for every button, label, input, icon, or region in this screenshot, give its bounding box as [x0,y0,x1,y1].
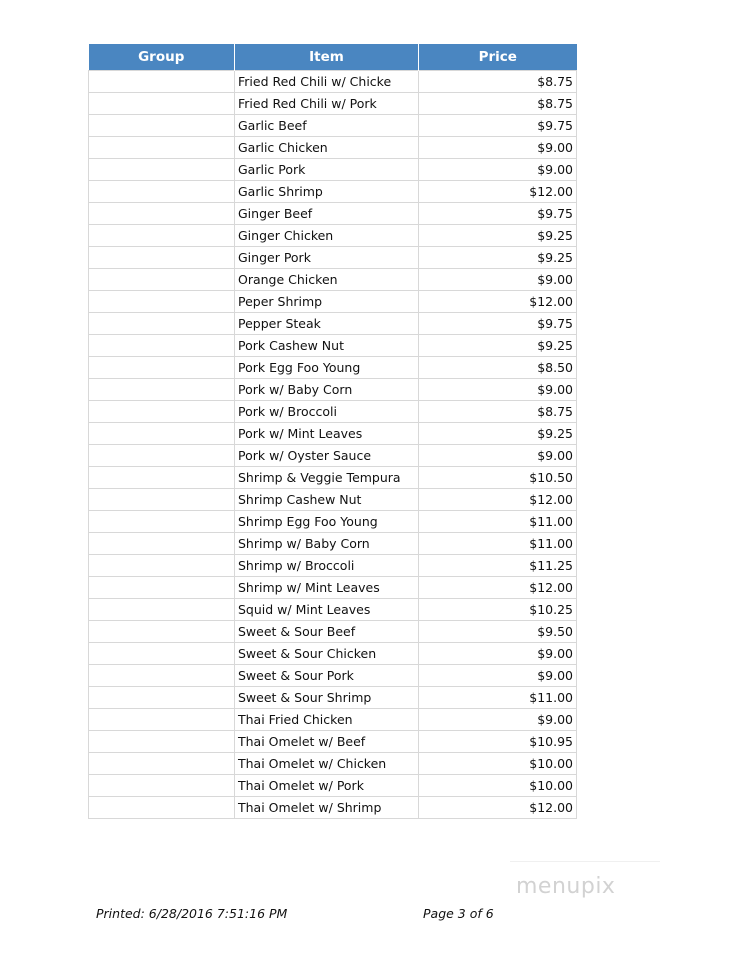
group-cell [89,159,235,181]
item-cell: Garlic Shrimp [235,181,419,203]
header-row [89,44,577,71]
group-cell [89,71,235,93]
item-cell: Shrimp Egg Foo Young [235,511,419,533]
group-cell [89,511,235,533]
table-row [89,247,577,269]
menu-table [88,44,577,819]
group-cell [89,489,235,511]
group-cell [89,775,235,797]
price-cell: $9.00 [419,709,577,731]
price-cell: $9.00 [419,643,577,665]
item-cell: Shrimp w/ Broccoli [235,555,419,577]
item-cell: Thai Fried Chicken [235,709,419,731]
table-row [89,269,577,291]
price-cell: $9.75 [419,115,577,137]
price-cell: $8.75 [419,71,577,93]
table-row [89,423,577,445]
table-header [89,44,577,71]
table-row [89,71,577,93]
price-cell: $9.00 [419,159,577,181]
price-cell: $9.75 [419,203,577,225]
item-cell: Peper Shrimp [235,291,419,313]
table-row [89,775,577,797]
price-cell: $12.00 [419,797,577,819]
group-cell [89,797,235,819]
table-row [89,181,577,203]
group-cell [89,555,235,577]
group-cell [89,137,235,159]
price-cell: $9.00 [419,665,577,687]
price-cell: $9.50 [419,621,577,643]
page-number: Page 3 of 6 [423,906,494,921]
table-row [89,797,577,819]
table-row [89,137,577,159]
group-cell [89,577,235,599]
group-cell [89,423,235,445]
price-cell: $11.25 [419,555,577,577]
item-cell: Pork Egg Foo Young [235,357,419,379]
price-cell: $10.00 [419,753,577,775]
group-cell [89,291,235,313]
table-row [89,665,577,687]
group-cell [89,643,235,665]
price-cell: $9.25 [419,247,577,269]
price-cell: $10.25 [419,599,577,621]
group-cell [89,225,235,247]
price-cell: $12.00 [419,577,577,599]
item-cell: Fried Red Chili w/ Chicke [235,71,419,93]
table-row [89,225,577,247]
group-cell [89,313,235,335]
table-row [89,577,577,599]
item-cell: Orange Chicken [235,269,419,291]
table-row [89,599,577,621]
price-cell: $11.00 [419,533,577,555]
table-row [89,203,577,225]
item-cell: Pork w/ Baby Corn [235,379,419,401]
price-cell: $12.00 [419,489,577,511]
group-cell [89,665,235,687]
group-cell [89,533,235,555]
item-cell: Pepper Steak [235,313,419,335]
group-cell [89,357,235,379]
group-cell [89,269,235,291]
item-cell: Pork w/ Oyster Sauce [235,445,419,467]
group-cell [89,181,235,203]
item-cell: Sweet & Sour Chicken [235,643,419,665]
table-row [89,687,577,709]
table-row [89,555,577,577]
item-cell: Shrimp w/ Mint Leaves [235,577,419,599]
group-cell [89,379,235,401]
price-cell: $9.25 [419,423,577,445]
group-cell [89,401,235,423]
table-row [89,291,577,313]
column-header-price: Price [419,44,577,71]
price-cell: $12.00 [419,181,577,203]
price-cell: $9.25 [419,225,577,247]
table-row [89,709,577,731]
table-row [89,621,577,643]
group-cell [89,621,235,643]
item-cell: Thai Omelet w/ Pork [235,775,419,797]
price-cell: $8.75 [419,401,577,423]
table-row [89,643,577,665]
table-row [89,401,577,423]
item-cell: Pork w/ Broccoli [235,401,419,423]
price-cell: $10.95 [419,731,577,753]
group-cell [89,247,235,269]
item-cell: Ginger Pork [235,247,419,269]
item-cell: Shrimp w/ Baby Corn [235,533,419,555]
group-cell [89,709,235,731]
watermark-divider [510,861,660,862]
table-row [89,445,577,467]
item-cell: Sweet & Sour Shrimp [235,687,419,709]
item-cell: Sweet & Sour Pork [235,665,419,687]
group-cell [89,687,235,709]
item-cell: Pork Cashew Nut [235,335,419,357]
item-cell: Thai Omelet w/ Shrimp [235,797,419,819]
group-cell [89,203,235,225]
table-row [89,93,577,115]
table-row [89,467,577,489]
price-cell: $11.00 [419,511,577,533]
item-cell: Sweet & Sour Beef [235,621,419,643]
price-cell: $9.75 [419,313,577,335]
item-cell: Fried Red Chili w/ Pork [235,93,419,115]
price-cell: $8.50 [419,357,577,379]
group-cell [89,445,235,467]
group-cell [89,335,235,357]
price-cell: $10.00 [419,775,577,797]
price-cell: $9.00 [419,269,577,291]
table-body [89,71,577,819]
printed-timestamp: Printed: 6/28/2016 7:51:16 PM [96,906,288,921]
price-cell: $8.75 [419,93,577,115]
table-row [89,489,577,511]
menupix-watermark: menupix [516,874,616,899]
price-cell: $9.00 [419,379,577,401]
price-cell: $9.00 [419,445,577,467]
table-row [89,731,577,753]
group-cell [89,753,235,775]
column-header-group: Group [89,44,235,71]
price-cell: $9.25 [419,335,577,357]
table-row [89,511,577,533]
item-cell: Ginger Beef [235,203,419,225]
table-row [89,753,577,775]
item-cell: Garlic Beef [235,115,419,137]
group-cell [89,115,235,137]
item-cell: Ginger Chicken [235,225,419,247]
group-cell [89,93,235,115]
item-cell: Pork w/ Mint Leaves [235,423,419,445]
item-cell: Garlic Chicken [235,137,419,159]
price-cell: $11.00 [419,687,577,709]
table-row [89,313,577,335]
column-header-item: Item [235,44,419,71]
item-cell: Thai Omelet w/ Beef [235,731,419,753]
table-row [89,533,577,555]
group-cell [89,731,235,753]
item-cell: Shrimp & Veggie Tempura [235,467,419,489]
price-cell: $9.00 [419,137,577,159]
item-cell: Shrimp Cashew Nut [235,489,419,511]
table-row [89,115,577,137]
item-cell: Thai Omelet w/ Chicken [235,753,419,775]
table-row [89,357,577,379]
item-cell: Squid w/ Mint Leaves [235,599,419,621]
price-cell: $10.50 [419,467,577,489]
table-row [89,159,577,181]
group-cell [89,599,235,621]
group-cell [89,467,235,489]
table-row [89,335,577,357]
table-row [89,379,577,401]
price-cell: $12.00 [419,291,577,313]
item-cell: Garlic Pork [235,159,419,181]
